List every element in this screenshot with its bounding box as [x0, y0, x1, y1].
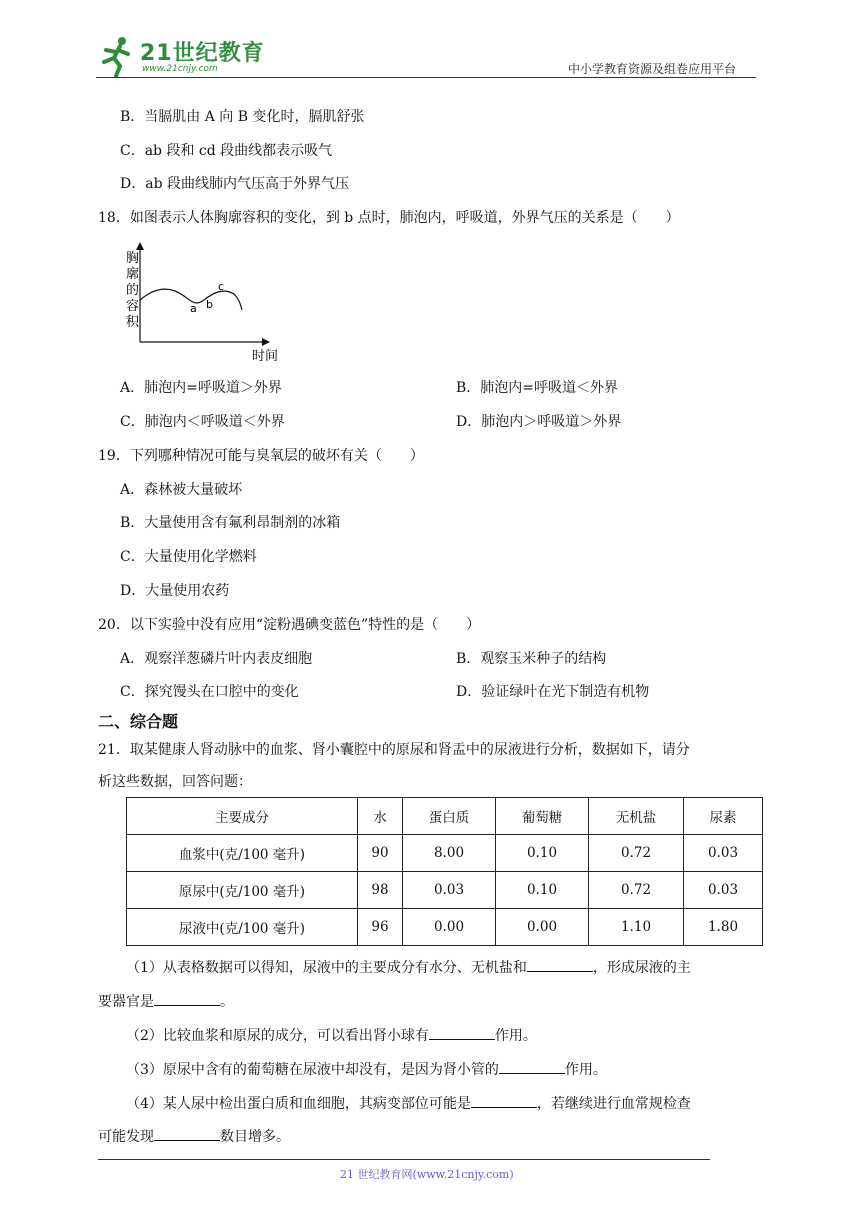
q21-stem-line1: 21．取某健康人肾动脉中的血浆、肾小囊腔中的原尿和肾盂中的尿液进行分析，数据如下，请分: [98, 742, 690, 758]
table-cell: 8.00: [403, 835, 496, 872]
table-row: [127, 835, 763, 872]
q21-sub3: [126, 1059, 607, 1079]
table-cell: 尿液中(克/100 毫升): [127, 909, 358, 946]
platform-name: 中小学教育资源及组卷应用平台: [568, 62, 737, 76]
q17-option-b: B．当膈肌由 A 向 B 变化时，膈肌舒张: [120, 109, 365, 125]
point-a-label: a: [190, 302, 197, 315]
q19-option-a: A．森林被大量破坏: [120, 482, 243, 498]
footer-divider: [98, 1159, 710, 1160]
table-cell: 0.03: [403, 872, 496, 909]
header-divider: [96, 77, 756, 78]
xlabel: 时间: [252, 349, 279, 364]
site-logo: [96, 34, 266, 78]
table-cell: 0.00: [403, 909, 496, 946]
logo-text: 21世纪教育: [140, 41, 265, 66]
table-cell: 98: [358, 872, 403, 909]
sub1-text-b: ，形成尿液的主: [592, 960, 691, 976]
table-cell: 0.10: [496, 872, 589, 909]
q18-option-c: C．肺泡内＜呼吸道＜外界: [120, 414, 285, 430]
answer-blank[interactable]: [527, 957, 593, 972]
table-cell: 0.72: [589, 872, 684, 909]
ylabel-char-4: 容: [126, 299, 140, 314]
table-cell: 血浆中(克/100 毫升): [127, 835, 358, 872]
table-header-row: [127, 798, 763, 835]
q21-sub2: [126, 1025, 537, 1045]
runner-icon: [96, 34, 140, 78]
q21-sub4-line1: [126, 1093, 691, 1113]
table-cell: 90: [358, 835, 403, 872]
q21-sub1-line1: [126, 957, 691, 977]
sub3-text-b: 作用。: [564, 1062, 607, 1078]
q21-sub4-line2: [98, 1126, 290, 1146]
q18-option-a: A．肺泡内=呼吸道＞外界: [120, 380, 282, 396]
logo-url: www.21cnjy.com: [142, 64, 218, 74]
q17-option-d: D．ab 段曲线肺内气压高于外界气压: [120, 176, 349, 192]
answer-blank[interactable]: [154, 991, 220, 1006]
x-axis-arrow: [262, 338, 270, 346]
q20-option-b: B．观察玉米种子的结构: [456, 651, 607, 667]
q19-option-b: B．大量使用含有氟利昂制剂的冰箱: [120, 515, 341, 531]
sub1-text-a: （1）从表格数据可以得知，尿液中的主要成分有水分、无机盐和: [126, 960, 527, 976]
q21-stem-line2: 析这些数据，回答问题：: [98, 774, 252, 790]
q18-option-d: D．肺泡内＞呼吸道＞外界: [456, 414, 622, 430]
sub2-text-a: （2）比较血浆和原尿的成分，可以看出肾小球有: [126, 1028, 429, 1044]
footer-text: 21 世纪教育网(www.21cnjy.com): [340, 1168, 514, 1181]
table-header: 葡萄糖: [496, 798, 589, 835]
table-cell: 0.03: [684, 835, 763, 872]
table-cell: 1.80: [684, 909, 763, 946]
table-header: 水: [358, 798, 403, 835]
q18-stem: 18．如图表示人体胸廓容积的变化，到 b 点时，肺泡内，呼吸道，外界气压的关系是（ ）: [98, 210, 680, 226]
q20-option-c: C．探究馒头在口腔中的变化: [120, 684, 299, 700]
table-cell: 0.00: [496, 909, 589, 946]
q19-option-d: D．大量使用农药: [120, 583, 230, 599]
ylabel-char-2: 廓: [126, 267, 140, 282]
sub4-text-b: ，若继续进行血常规检查: [536, 1096, 691, 1112]
table-cell: 0.03: [684, 872, 763, 909]
answer-blank[interactable]: [471, 1093, 537, 1108]
table-header: 蛋白质: [403, 798, 496, 835]
y-axis-arrow: [136, 242, 144, 250]
answer-blank[interactable]: [429, 1025, 495, 1040]
urine-analysis-table: [126, 797, 763, 946]
table-cell: 原尿中(克/100 毫升): [127, 872, 358, 909]
sub4-text-a: （4）某人尿中检出蛋白质和血细胞，其病变部位可能是: [126, 1096, 471, 1112]
sub4-text-d: 数目增多。: [220, 1129, 290, 1145]
table-row: [127, 909, 763, 946]
sub1-text-c: 要器官是: [98, 994, 154, 1010]
q18-option-b: B．肺泡内=呼吸道＜外界: [456, 380, 619, 396]
table-row: [127, 872, 763, 909]
table-header: 无机盐: [589, 798, 684, 835]
point-b-label: b: [206, 298, 213, 311]
q17-option-c: C．ab 段和 cd 段曲线都表示吸气: [120, 143, 333, 159]
q19-option-c: C．大量使用化学燃料: [120, 549, 257, 565]
q20-option-d: D．验证绿叶在光下制造有机物: [456, 684, 650, 700]
sub4-text-c: 可能发现: [98, 1129, 154, 1145]
section-title: 二、综合题: [98, 712, 179, 731]
table-cell: 96: [358, 909, 403, 946]
sub2-text-b: 作用。: [494, 1028, 537, 1044]
q20-stem: 20．以下实验中没有应用“淀粉遇碘变蓝色”特性的是（ ）: [98, 617, 481, 633]
answer-blank[interactable]: [154, 1126, 220, 1141]
q18-figure: [114, 240, 294, 365]
answer-blank[interactable]: [499, 1059, 565, 1074]
point-c-label: c: [218, 280, 225, 293]
table-cell: 0.72: [589, 835, 684, 872]
q21-sub1-line2: [98, 991, 234, 1011]
table-header: 主要成分: [127, 798, 358, 835]
table-cell: 0.10: [496, 835, 589, 872]
q20-option-a: A．观察洋葱磷片叶内表皮细胞: [120, 651, 313, 667]
ylabel-char-1: 胸: [126, 251, 140, 266]
sub1-text-d: 。: [220, 994, 234, 1010]
sub3-text-a: （3）原尿中含有的葡萄糖在尿液中却没有，是因为肾小管的: [126, 1062, 499, 1078]
table-header: 尿素: [684, 798, 763, 835]
ylabel-char-5: 积: [126, 315, 140, 330]
ylabel-char-3: 的: [126, 283, 140, 298]
table-cell: 1.10: [589, 909, 684, 946]
q19-stem: 19．下列哪种情况可能与臭氧层的破坏有关（ ）: [98, 448, 424, 464]
